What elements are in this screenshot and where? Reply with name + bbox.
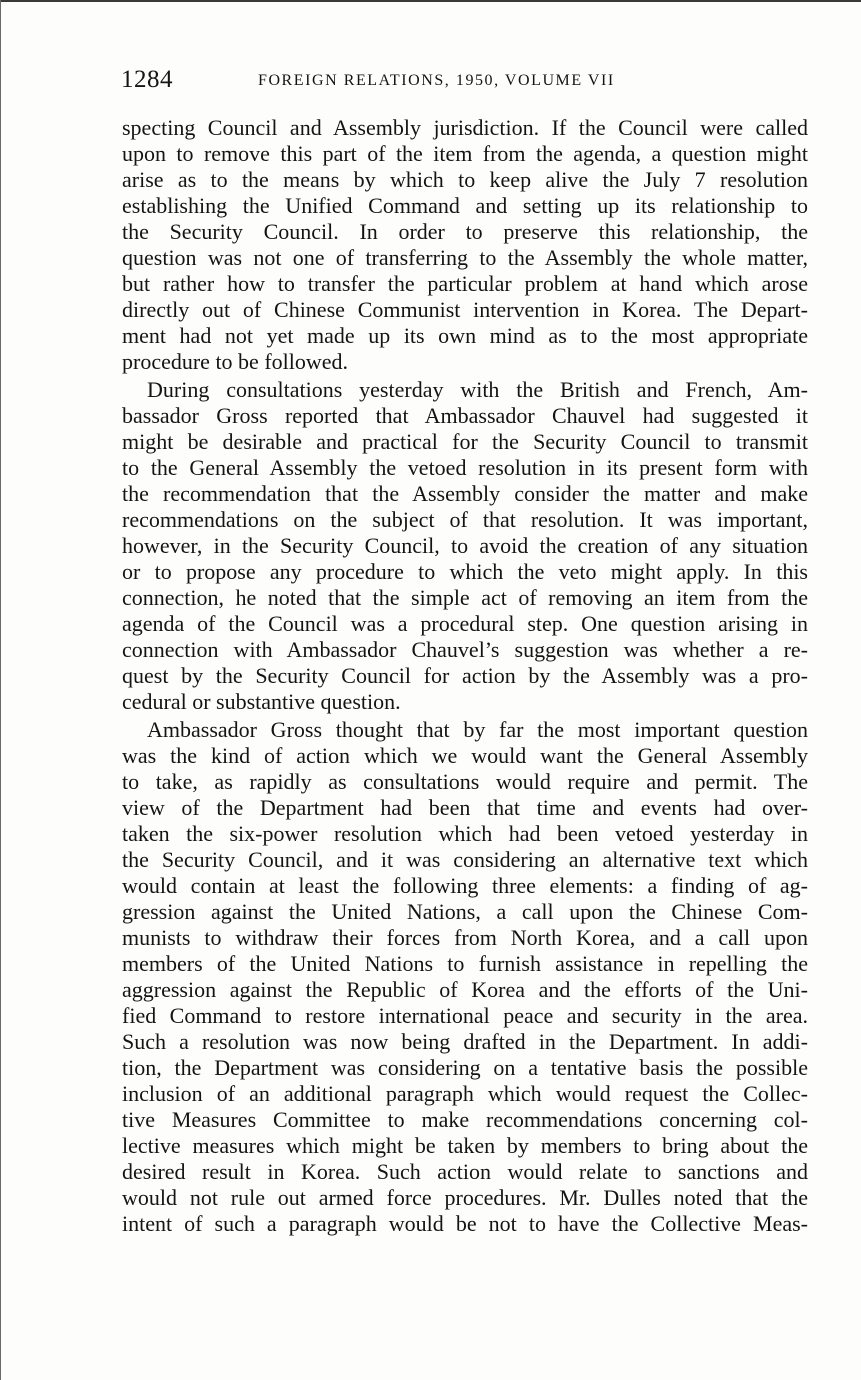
text-line: would contain at least the following three elements: a finding of ag-: [122, 873, 808, 898]
text-line: the recommendation that the Assembly consider the matter and make: [122, 481, 808, 506]
scan-edge-top: [0, 0, 861, 2]
text-line: might be desirable and practical for the Security Council to transmit: [122, 429, 808, 454]
text-line: taken the six-power resolution which had been vetoed yesterday in: [122, 821, 808, 846]
page-body: [122, 115, 808, 1237]
text-line: munists to withdraw their forces from North Korea, and a call upon: [122, 925, 808, 950]
text-line: desired result in Korea. Such action would relate to sanctions and: [122, 1159, 808, 1184]
text-line: the Security Council, and it was considering an alternative text which: [122, 847, 808, 872]
text-line: quest by the Security Council for action by the Assembly was a pro-: [122, 663, 808, 688]
text-line: tive Measures Committee to make recommendations concerning col-: [122, 1107, 808, 1132]
text-line: view of the Department had been that time and events had over-: [122, 795, 808, 820]
text-line: members of the United Nations to furnish assistance in repelling the: [122, 951, 808, 976]
text-line: connection, he noted that the simple act of removing an item from the: [122, 585, 808, 610]
text-line: upon to remove this part of the item from the agenda, a question might: [122, 141, 808, 166]
text-line: recommendations on the subject of that resolution. It was important,: [122, 507, 808, 532]
text-line: to the General Assembly the vetoed resolution in its present form with: [122, 455, 808, 480]
scan-edge-left: [0, 0, 1, 1380]
text-line: directly out of Chinese Communist intervention in Korea. The Depart-: [122, 297, 808, 322]
text-line: inclusion of an additional paragraph which would request the Collec-: [122, 1081, 808, 1106]
text-line: however, in the Security Council, to avoid the creation of any situation: [122, 533, 808, 558]
text-line: connection with Ambassador Chauvel’s suggestion was whether a re-: [122, 637, 808, 662]
text-line: ment had not yet made up its own mind as to the most appropriate: [122, 323, 808, 348]
text-line: fied Command to restore international peace and security in the area.: [122, 1003, 808, 1028]
text-line: arise as to the means by which to keep alive the July 7 resolution: [122, 167, 808, 192]
text-line: intent of such a paragraph would be not to have the Collective Meas-: [122, 1211, 808, 1236]
text-line: bassador Gross reported that Ambassador Chauvel had suggested it: [122, 403, 808, 428]
running-title: FOREIGN RELATIONS, 1950, VOLUME VII: [258, 72, 615, 89]
text-line: procedure to be followed.: [122, 349, 349, 374]
text-line: or to propose any procedure to which the veto might apply. In this: [122, 559, 808, 584]
text-line: was the kind of action which we would want the General Assembly: [122, 743, 808, 768]
text-line: but rather how to transfer the particular problem at hand which arose: [122, 271, 808, 296]
text-line: establishing the Unified Command and setting up its relationship to: [122, 193, 808, 218]
text-line: specting Council and Assembly jurisdiction. If the Council were called: [122, 115, 808, 140]
text-line: tion, the Department was considering on a tentative basis the possible: [122, 1055, 808, 1080]
text-line: aggression against the Republic of Korea and the efforts of the Uni-: [122, 977, 808, 1002]
text-line: Such a resolution was now being drafted in the Department. In addi-: [122, 1029, 808, 1054]
text-line: During consultations yesterday with the British and French, Am-: [147, 377, 808, 402]
text-line: would not rule out armed force procedures. Mr. Dulles noted that the: [122, 1185, 808, 1210]
text-line: gression against the United Nations, a call upon the Chinese Com-: [122, 899, 808, 924]
text-line: to take, as rapidly as consultations would require and permit. The: [122, 769, 808, 794]
text-line: Ambassador Gross thought that by far the most important question: [147, 717, 808, 742]
text-line: cedural or substantive question.: [122, 689, 401, 714]
paragraph-1: [122, 115, 808, 375]
text-line: lective measures which might be taken by members to bring about the: [122, 1133, 808, 1158]
text-line: the Security Council. In order to preserve this relationship, the: [122, 219, 808, 244]
text-line: agenda of the Council was a procedural step. One question arising in: [122, 611, 808, 636]
text-line: question was not one of transferring to the Assembly the whole matter,: [122, 245, 808, 270]
paragraph-3: [122, 717, 808, 1237]
page-number: 1284: [121, 66, 173, 93]
paragraph-2: [122, 377, 808, 715]
